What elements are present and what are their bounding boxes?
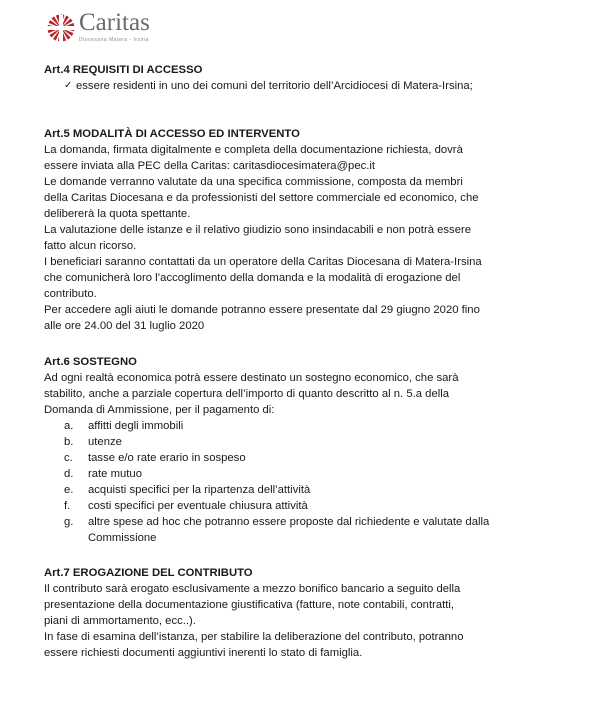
- list-marker: b.: [64, 436, 74, 448]
- list-text: tasse e/o rate erario in sospeso: [88, 452, 246, 464]
- list-marker: a.: [64, 420, 74, 432]
- list-text: altre spese ad hoc che potranno essere proposte dal richiedente e valutate dalla Commissione: [88, 516, 490, 544]
- caritas-logo: [46, 10, 580, 50]
- article-5-line: essere inviata alla PEC della Caritas: caritasdiocesimatera@pec.it: [44, 160, 376, 172]
- list-marker: d.: [64, 468, 74, 480]
- list-item: [64, 498, 580, 514]
- list-item: [64, 450, 580, 466]
- article-5-line: I beneficiari saranno contattati da un operatore della Caritas Diocesana di Matera-Irsina: [44, 256, 482, 268]
- article-5: [44, 126, 580, 334]
- support-list: [44, 418, 580, 546]
- article-5-line: che comunicherà loro l’accoglimento della domanda e la modalità di erogazione del: [44, 272, 461, 284]
- article-5-line: alle ore 24.00 del 31 luglio 2020: [44, 320, 205, 332]
- article-6-title: Art.6 SOSTEGNO: [44, 356, 137, 368]
- list-item: [64, 466, 580, 482]
- list-text: rate mutuo: [88, 468, 143, 480]
- article-7-line: essere richiesti documenti aggiuntivi inerenti lo stato di famiglia.: [44, 647, 363, 659]
- article-5-line: Per accedere agli aiuti le domande potranno essere presentate dal 29 giugno 2020 fino: [44, 304, 480, 316]
- article-5-line: La valutazione delle istanze e il relativo giudizio sono insindacabili e non potrà essere: [44, 224, 472, 236]
- list-marker: c.: [64, 452, 73, 464]
- article-4: [44, 62, 580, 94]
- article-6-line: stabilito, anche a parziale copertura dell’importo di quanto descritto al n. 5.a della: [44, 388, 450, 400]
- list-item: [64, 434, 580, 450]
- article-7: [44, 565, 580, 661]
- logo-wordmark: Caritas: [79, 9, 150, 36]
- article-5-line: Le domande verranno valutate da una specifica commissione, composta da membri: [44, 176, 463, 188]
- article-7-line: piani di ammortamento, ecc..).: [44, 615, 196, 627]
- caritas-cross-icon: [46, 14, 76, 44]
- list-marker: f.: [64, 500, 71, 512]
- requirement-text: essere residenti in uno dei comuni del territorio dell’Arcidiocesi di Matera-Irsina;: [76, 80, 473, 92]
- article-5-title: Art.5 MODALITÀ DI ACCESSO ED INTERVENTO: [44, 128, 300, 140]
- article-6: [44, 354, 580, 546]
- list-item: [64, 418, 580, 434]
- requirement-item: [64, 78, 580, 94]
- list-text: acquisti specifici per la ripartenza dell’attività: [88, 484, 311, 496]
- checkmark-icon: ✓: [64, 80, 73, 91]
- article-5-line: della Caritas Diocesana e da professionisti del settore commerciale ed economico, che: [44, 192, 479, 204]
- logo-tagline: Diocesana Matera - Irsina: [79, 37, 149, 43]
- list-text: affitti degli immobili: [88, 420, 184, 432]
- article-7-line: In fase di esamina dell’istanza, per stabilire la deliberazione del contributo, potranno: [44, 631, 464, 643]
- article-7-line: Il contributo sarà erogato esclusivamente a mezzo bonifico bancario a seguito della: [44, 583, 461, 595]
- list-text: utenze: [88, 436, 122, 448]
- article-5-line: fatto alcun ricorso.: [44, 240, 137, 252]
- article-5-line: delibererà la quota spettante.: [44, 208, 191, 220]
- article-7-line: presentazione della documentazione giustificativa (fatture, note contabili, contratti,: [44, 599, 455, 611]
- article-5-line: La domanda, firmata digitalmente e completa della documentazione richiesta, dovrà: [44, 144, 463, 156]
- list-marker: e.: [64, 484, 74, 496]
- article-6-line: Ad ogni realtà economica potrà essere destinato un sostegno economico, che sarà: [44, 372, 459, 384]
- list-marker: g.: [64, 516, 74, 528]
- article-7-title: Art.7 EROGAZIONE DEL CONTRIBUTO: [44, 567, 253, 579]
- article-5-line: contributo.: [44, 288, 97, 300]
- list-item: [64, 514, 580, 546]
- list-text: costi specifici per eventuale chiusura attività: [88, 500, 308, 512]
- list-item: [64, 482, 580, 498]
- article-6-line: Domanda di Ammissione, per il pagamento di:: [44, 404, 275, 416]
- article-4-title: Art.4 REQUISITI DI ACCESSO: [44, 64, 203, 76]
